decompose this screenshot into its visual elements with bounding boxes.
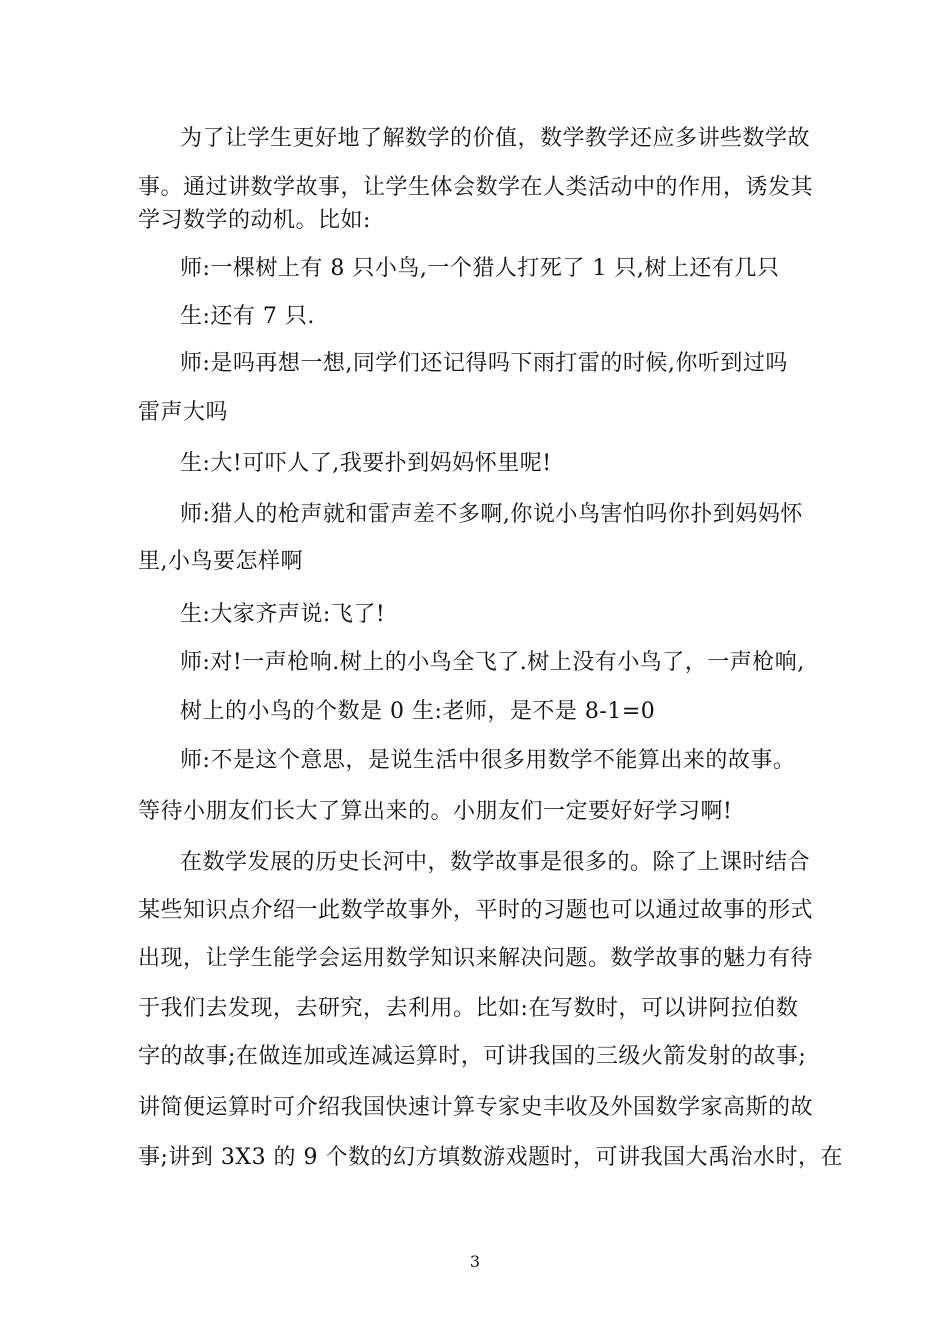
text-line: 师:不是这个意思，是说生活中很多用数学不能算出来的故事。 — [180, 748, 796, 773]
text-line: 于我们去发现，去研究，去利用。比如:在写数时，可以讲阿拉伯数 — [138, 996, 799, 1021]
text-line: 雷声大吗 — [138, 400, 229, 425]
text-line: 生:大!可吓人了,我要扑到妈妈怀里呢! — [180, 451, 552, 476]
text-line: 师:猎人的枪声就和雷声差不多啊,你说小鸟害怕吗你扑到妈妈怀 — [180, 502, 803, 527]
text-line: 讲简便运算时可介绍我国快速计算专家史丰收及外国数学家高斯的故 — [138, 1095, 814, 1120]
text-line: 出现，让学生能学会运用数学知识来解决问题。数学故事的魅力有待 — [138, 946, 814, 971]
text-line: 树上的小鸟的个数是 0 生:老师，是不是 8-1=0 — [180, 699, 656, 724]
text-line: 字的故事;在做连加或连减运算时，可讲我国的三级火箭发射的故事; — [138, 1044, 807, 1069]
text-line: 等待小朋友们长大了算出来的。小朋友们一定要好好学习啊! — [138, 799, 733, 824]
text-line: 事。通过讲数学故事，让学生体会数学在人类活动中的作用，诱发其 — [138, 175, 814, 200]
text-line: 学习数学的动机。比如: — [138, 208, 371, 233]
text-line: 在数学发展的历史长河中，数学故事是很多的。除了上课时结合 — [180, 850, 811, 875]
text-line: 为了让学生更好地了解数学的价值，数学教学还应多讲些数学故 — [180, 126, 811, 151]
text-line: 事;讲到 3X3 的 9 个数的幻方填数游戏题时，可讲我国大禹治水时，在 — [138, 1145, 844, 1170]
text-line: 里,小鸟要怎样啊 — [138, 549, 303, 574]
text-line: 师:一棵树上有 8 只小鸟,一个猎人打死了 1 只,树上还有几只 — [180, 256, 780, 281]
text-line: 某些知识点介绍一此数学故事外，平时的习题也可以通过故事的形式 — [138, 898, 814, 923]
text-line: 师:是吗再想一想,同学们还记得吗下雨打雷的时候,你听到过吗 — [180, 351, 788, 376]
page-number: 3 — [469, 1252, 481, 1271]
text-line: 生:大家齐声说:飞了! — [180, 602, 386, 627]
text-line: 生:还有 7 只. — [180, 304, 315, 329]
text-line: 师:对!一声枪响.树上的小鸟全飞了.树上没有小鸟了，一声枪响, — [180, 650, 805, 675]
